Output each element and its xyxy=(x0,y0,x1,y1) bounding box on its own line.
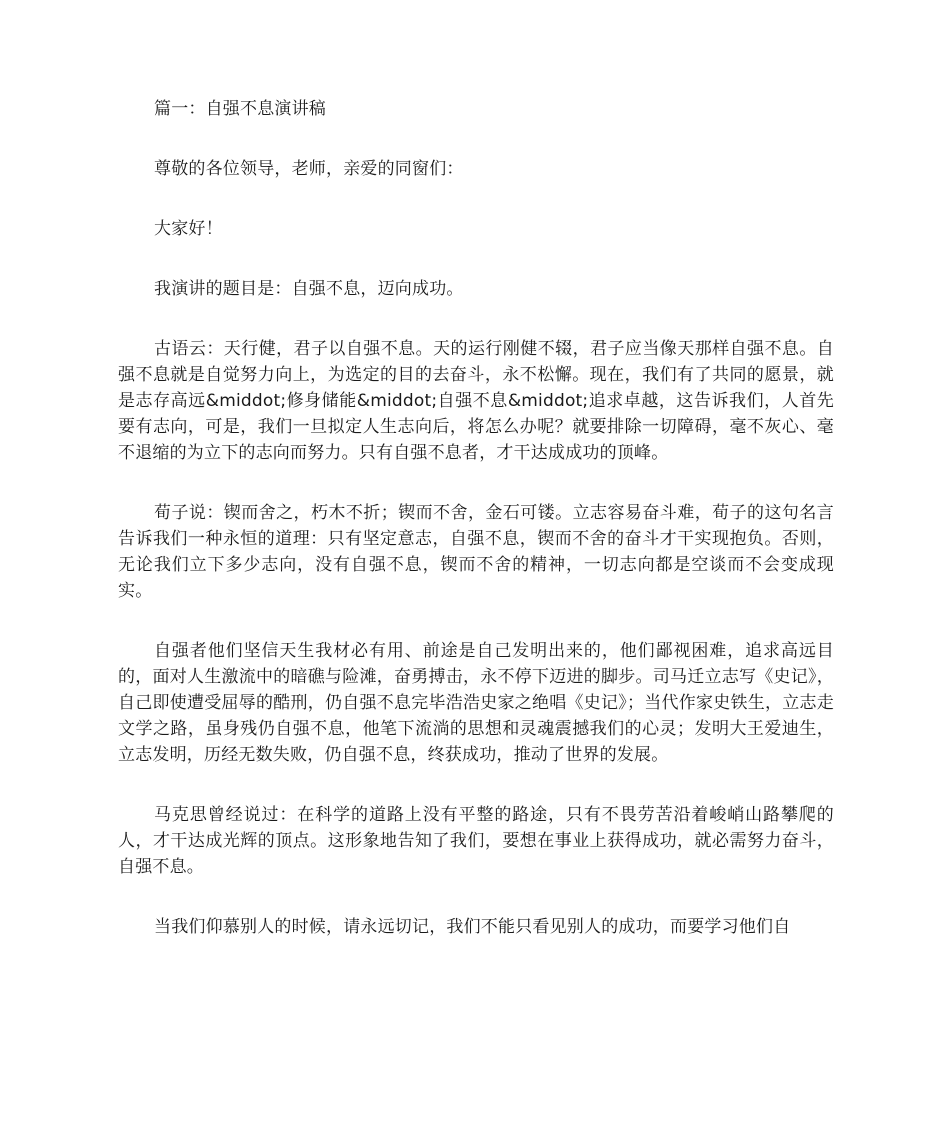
body-paragraph: 荀子说：锲而舍之，朽木不折；锲而不舍，金石可镂。立志容易奋斗难，荀子的这句名言告诉我们一种永恒的道理：只有坚定意志，自强不息，锲而不舍的奋斗才干实现抱负。否则，无论我们立下多少志向，没有自强不息，锲而不舍的精神，一切志向都是空谈而不会变成现实。 xyxy=(118,503,834,601)
body-paragraph: 马克思曾经说过：在科学的道路上没有平整的路途，只有不畏劳苦沿着峻峭山路攀爬的人，才干达成光辉的顶点。这形象地告知了我们，要想在事业上获得成功，就必需努力奋斗，自强不息。 xyxy=(118,805,834,877)
body-paragraph: 自强者他们坚信天生我材必有用、前途是自己发明出来的，他们鄙视困难，追求高远目的，面对人生激流中的暗礁与险滩，奋勇搏击，永不停下迈进的脚步。司马迁立志写《史记》，自己即使遭受屈辱的酷刑，仍自强不息完毕浩浩史家之绝唱《史记》；当代作家史铁生，立志走文学之路，虽身残仍自强不息，他笔下流淌的思想和灵魂震撼我们的心灵；发明大王爱迪生，立志发明，历经无数失败，仍自强不息，终获成功，推动了世界的发展。 xyxy=(118,641,834,765)
document-page xyxy=(118,96,834,974)
body-paragraph: 古语云：天行健，君子以自强不息。天的运行刚健不辍，君子应当像天那样自强不息。自强不息就是自觉努力向上，为选定的目的去奋斗，永不松懈。现在，我们有了共同的愿景，就是志存高远&middot;修身储能&middot;自强不息&middot;追求卓越，这告诉我们，人首先要有志向，可是，我们一旦拟定人生志向后，将怎么办呢？就要排除一切障碍，毫不灰心、毫不退缩的为立下的志向而努力。只有自强不息者，才干达成成功的顶峰。 xyxy=(118,339,834,463)
salutation-paragraph: 尊敬的各位领导，老师，亲爱的同窗们： xyxy=(154,159,464,179)
topic-paragraph: 我演讲的题目是：自强不息，迈向成功。 xyxy=(154,279,464,299)
greeting-paragraph: 大家好！ xyxy=(154,219,223,239)
body-paragraph: 当我们仰慕别人的时候，请永远切记，我们不能只看见别人的成功，而要学习他们自 xyxy=(154,917,791,937)
document-title: 篇一：自强不息演讲稿 xyxy=(154,99,326,119)
